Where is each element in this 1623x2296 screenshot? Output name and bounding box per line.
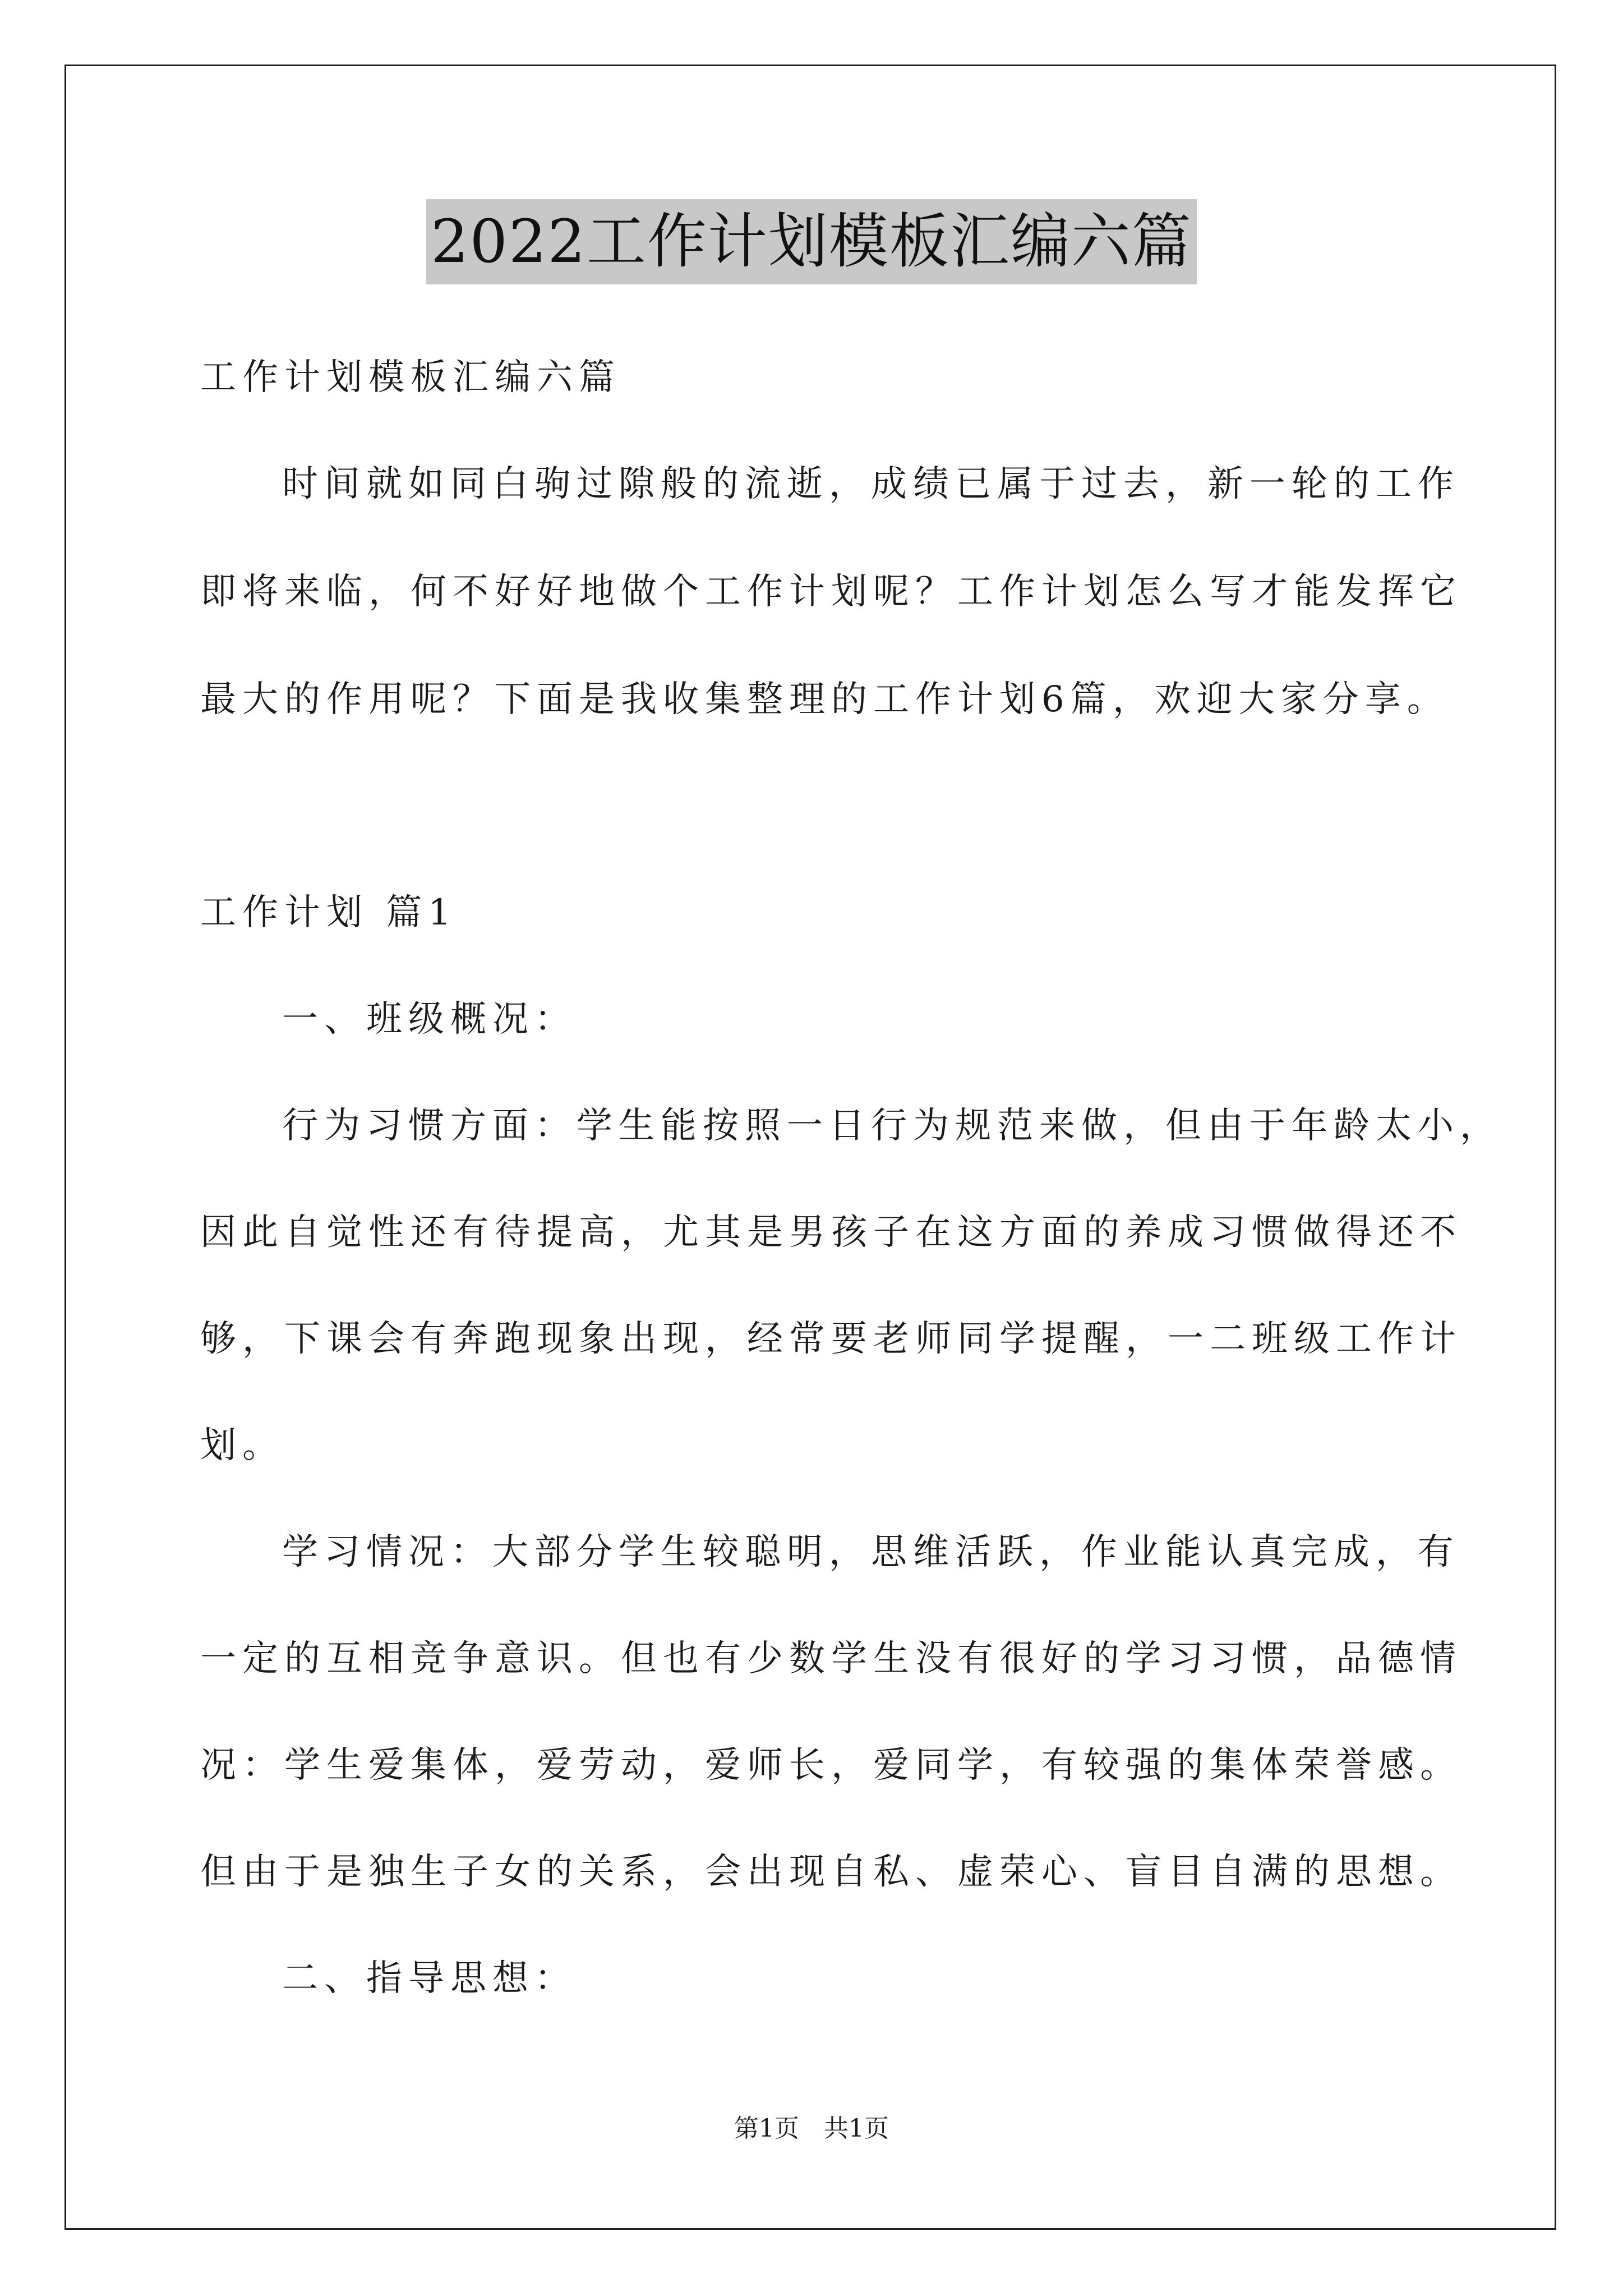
paragraph-line: 但由于是独生子女的关系，会出现自私、虚荣心、盲目自满的思想。 [200,1851,1462,1893]
paragraph-line: 一定的互相竞争意识。但也有少数学生没有很好的学习习惯，品德情 [200,1638,1462,1680]
subsection-heading: 二、指导思想： [282,1958,577,1999]
document-title: 2022工作计划模板汇编六篇 [426,199,1197,284]
page-footer: 第1页 共1页 [734,2114,889,2143]
paragraph-line: 因此自觉性还有待提高，尤其是男孩子在这方面的养成习惯做得还不 [200,1212,1462,1253]
paragraph-line: 划。 [200,1425,284,1466]
intro-line: 最大的作用呢？下面是我收集整理的工作计划6篇，欢迎大家分享。 [200,679,1449,720]
subtitle-line: 工作计划模板汇编六篇 [200,357,621,398]
intro-line: 时间就如同白驹过隙般的流逝，成绩已属于过去，新一轮的工作 [282,463,1460,505]
title-container [0,199,1623,284]
section-heading: 工作计划 篇1 [200,892,458,933]
subsection-heading: 一、班级概况： [282,999,577,1040]
paragraph-line: 况：学生爱集体，爱劳动，爱师长，爱同学，有较强的集体荣誉感。 [200,1745,1462,1786]
paragraph-line: 够，下课会有奔跑现象出现，经常要老师同学提醒，一二班级工作计 [200,1318,1462,1360]
intro-line: 即将来临，何不好好地做个工作计划呢？工作计划怎么写才能发挥它 [200,571,1462,613]
paragraph-line: 学习情况：大部分学生较聪明，思维活跃，作业能认真完成，有 [282,1531,1460,1573]
paragraph-line: 行为习惯方面：学生能按照一日行为规范来做，但由于年龄太小， [282,1105,1502,1147]
